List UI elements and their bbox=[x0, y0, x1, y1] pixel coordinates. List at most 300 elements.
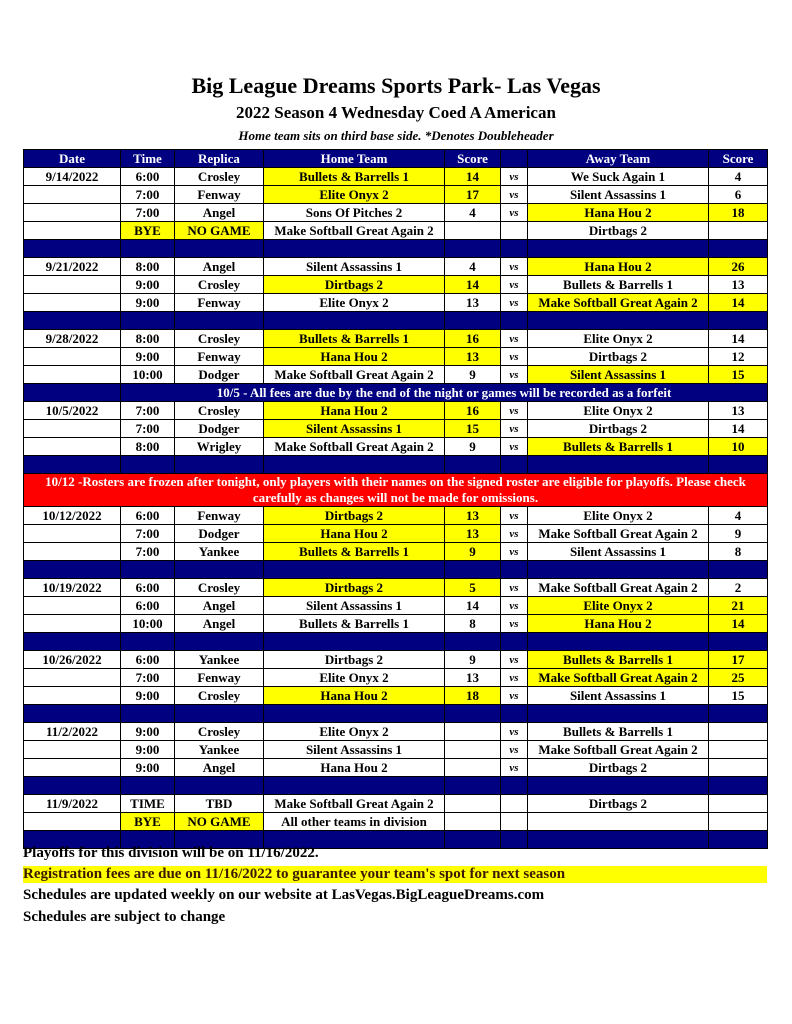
time-cell: 6:00 bbox=[121, 651, 175, 669]
replica-cell: Yankee bbox=[175, 543, 264, 561]
separator-cell bbox=[175, 633, 264, 651]
separator-cell bbox=[501, 777, 528, 795]
vs-cell: vs bbox=[501, 330, 528, 348]
away-score-cell: 15 bbox=[709, 366, 768, 384]
replica-cell: Dodger bbox=[175, 420, 264, 438]
separator-cell bbox=[24, 240, 121, 258]
away-team-cell: We Suck Again 1 bbox=[528, 168, 709, 186]
date-cell: 10/5/2022 bbox=[24, 402, 121, 420]
separator-cell bbox=[445, 561, 501, 579]
date-cell: 9/28/2022 bbox=[24, 330, 121, 348]
separator-row bbox=[24, 705, 768, 723]
home-team-cell: Silent Assassins 1 bbox=[264, 258, 445, 276]
separator-cell bbox=[445, 777, 501, 795]
time-cell: 7:00 bbox=[121, 525, 175, 543]
playoffs-note: Playoffs for this division will be on 11/16/2022. bbox=[23, 845, 319, 861]
schedule-table bbox=[23, 149, 768, 849]
home-score-cell: 9 bbox=[445, 651, 501, 669]
away-team-cell: Hana Hou 2 bbox=[528, 204, 709, 222]
date-cell bbox=[24, 813, 121, 831]
change-note: Schedules are subject to change bbox=[23, 909, 226, 925]
time-cell: 6:00 bbox=[121, 579, 175, 597]
home-score-cell: 9 bbox=[445, 543, 501, 561]
game-row bbox=[24, 330, 768, 348]
home-score-cell: 5 bbox=[445, 579, 501, 597]
replica-cell: Dodger bbox=[175, 525, 264, 543]
header-home-score: Score bbox=[445, 150, 501, 168]
separator-cell bbox=[264, 777, 445, 795]
date-cell: 9/21/2022 bbox=[24, 258, 121, 276]
game-row bbox=[24, 348, 768, 366]
vs-cell: vs bbox=[501, 543, 528, 561]
vs-cell: vs bbox=[501, 348, 528, 366]
separator-cell bbox=[175, 777, 264, 795]
away-team-cell: Make Softball Great Again 2 bbox=[528, 669, 709, 687]
game-row bbox=[24, 813, 768, 831]
replica-cell: Crosley bbox=[175, 402, 264, 420]
time-cell: 7:00 bbox=[121, 420, 175, 438]
away-team-cell: Elite Onyx 2 bbox=[528, 402, 709, 420]
vs-cell: vs bbox=[501, 204, 528, 222]
away-team-cell: Dirtbags 2 bbox=[528, 222, 709, 240]
replica-cell: Angel bbox=[175, 597, 264, 615]
away-team-cell: Elite Onyx 2 bbox=[528, 597, 709, 615]
game-row bbox=[24, 795, 768, 813]
home-score-cell bbox=[445, 795, 501, 813]
home-team-cell: Hana Hou 2 bbox=[264, 348, 445, 366]
away-team-cell: Silent Assassins 1 bbox=[528, 687, 709, 705]
away-team-cell: Elite Onyx 2 bbox=[528, 330, 709, 348]
game-row bbox=[24, 204, 768, 222]
time-cell: 9:00 bbox=[121, 294, 175, 312]
replica-cell: Dodger bbox=[175, 366, 264, 384]
away-score-cell bbox=[709, 741, 768, 759]
time-cell: BYE bbox=[121, 813, 175, 831]
game-row bbox=[24, 420, 768, 438]
separator-cell bbox=[264, 312, 445, 330]
separator-cell bbox=[264, 633, 445, 651]
time-cell: 9:00 bbox=[121, 741, 175, 759]
time-cell: 6:00 bbox=[121, 168, 175, 186]
home-score-cell: 13 bbox=[445, 348, 501, 366]
time-cell: 9:00 bbox=[121, 687, 175, 705]
time-cell: 6:00 bbox=[121, 507, 175, 525]
home-team-cell: Elite Onyx 2 bbox=[264, 186, 445, 204]
date-cell bbox=[24, 615, 121, 633]
separator-cell bbox=[24, 561, 121, 579]
game-row bbox=[24, 759, 768, 777]
vs-cell: vs bbox=[501, 294, 528, 312]
header-replica: Replica bbox=[175, 150, 264, 168]
replica-cell: Crosley bbox=[175, 276, 264, 294]
home-team-cell: Bullets & Barrells 1 bbox=[264, 168, 445, 186]
home-team-cell: Hana Hou 2 bbox=[264, 687, 445, 705]
separator-cell bbox=[528, 831, 709, 849]
time-cell: 7:00 bbox=[121, 186, 175, 204]
separator-cell bbox=[175, 705, 264, 723]
away-team-cell: Bullets & Barrells 1 bbox=[528, 723, 709, 741]
separator-cell bbox=[501, 705, 528, 723]
home-team-cell: Elite Onyx 2 bbox=[264, 294, 445, 312]
registration-note: Registration fees are due on 11/16/2022 to guarantee your team's spot for next season bbox=[23, 866, 767, 883]
schedule-note: Home team sits on third base side. *Denotes Doubleheader bbox=[238, 128, 554, 143]
replica-cell: Yankee bbox=[175, 651, 264, 669]
home-score-cell bbox=[445, 813, 501, 831]
home-score-cell bbox=[445, 222, 501, 240]
game-row bbox=[24, 366, 768, 384]
header-vs bbox=[501, 150, 528, 168]
time-cell: 10:00 bbox=[121, 615, 175, 633]
game-row bbox=[24, 597, 768, 615]
time-cell: BYE bbox=[121, 222, 175, 240]
game-row bbox=[24, 615, 768, 633]
home-score-cell: 14 bbox=[445, 597, 501, 615]
away-score-cell: 26 bbox=[709, 258, 768, 276]
header-away-score: Score bbox=[709, 150, 768, 168]
separator-cell bbox=[264, 240, 445, 258]
away-score-cell: 14 bbox=[709, 420, 768, 438]
separator-cell bbox=[528, 312, 709, 330]
date-cell: 11/9/2022 bbox=[24, 795, 121, 813]
vs-cell: vs bbox=[501, 438, 528, 456]
separator-cell bbox=[501, 456, 528, 474]
separator-cell bbox=[528, 777, 709, 795]
away-team-cell: Silent Assassins 1 bbox=[528, 543, 709, 561]
notice-row bbox=[24, 384, 768, 402]
page-subtitle: 2022 Season 4 Wednesday Coed A American bbox=[236, 103, 556, 122]
replica-cell: Crosley bbox=[175, 687, 264, 705]
home-team-cell: Silent Assassins 1 bbox=[264, 741, 445, 759]
date-cell bbox=[24, 741, 121, 759]
home-score-cell bbox=[445, 723, 501, 741]
separator-cell bbox=[445, 705, 501, 723]
separator-cell bbox=[528, 240, 709, 258]
separator-row bbox=[24, 456, 768, 474]
game-row bbox=[24, 723, 768, 741]
separator-cell bbox=[501, 240, 528, 258]
home-team-cell: Bullets & Barrells 1 bbox=[264, 615, 445, 633]
away-score-cell: 13 bbox=[709, 276, 768, 294]
away-score-cell: 9 bbox=[709, 525, 768, 543]
game-row bbox=[24, 294, 768, 312]
time-cell: 9:00 bbox=[121, 348, 175, 366]
home-team-cell: Bullets & Barrells 1 bbox=[264, 330, 445, 348]
date-cell bbox=[24, 687, 121, 705]
away-team-cell: Silent Assassins 1 bbox=[528, 186, 709, 204]
time-cell: 10:00 bbox=[121, 366, 175, 384]
away-score-cell bbox=[709, 222, 768, 240]
vs-cell: vs bbox=[501, 687, 528, 705]
date-cell bbox=[24, 597, 121, 615]
separator-cell bbox=[264, 456, 445, 474]
vs-cell: vs bbox=[501, 651, 528, 669]
home-score-cell: 14 bbox=[445, 276, 501, 294]
separator-cell bbox=[501, 633, 528, 651]
separator-cell bbox=[709, 456, 768, 474]
home-team-cell: Dirtbags 2 bbox=[264, 579, 445, 597]
separator-cell bbox=[24, 456, 121, 474]
separator-cell bbox=[24, 705, 121, 723]
away-score-cell: 14 bbox=[709, 294, 768, 312]
time-cell: 7:00 bbox=[121, 402, 175, 420]
vs-cell: vs bbox=[501, 507, 528, 525]
time-cell: 7:00 bbox=[121, 543, 175, 561]
notice-text: 10/12 -Rosters are frozen after tonight, only players with their names on the signed roster are eligible for playoffs. Please check carefully as changes will not be made for omissions. bbox=[24, 474, 768, 507]
home-score-cell: 9 bbox=[445, 366, 501, 384]
vs-cell: vs bbox=[501, 168, 528, 186]
date-cell bbox=[24, 186, 121, 204]
header-home-team: Home Team bbox=[264, 150, 445, 168]
game-row bbox=[24, 669, 768, 687]
vs-cell: vs bbox=[501, 669, 528, 687]
separator-cell bbox=[528, 561, 709, 579]
date-cell bbox=[24, 669, 121, 687]
away-team-cell: Dirtbags 2 bbox=[528, 795, 709, 813]
separator-cell bbox=[709, 777, 768, 795]
away-score-cell: 6 bbox=[709, 186, 768, 204]
time-cell: 9:00 bbox=[121, 276, 175, 294]
away-score-cell: 4 bbox=[709, 168, 768, 186]
time-cell: 8:00 bbox=[121, 330, 175, 348]
away-score-cell: 14 bbox=[709, 615, 768, 633]
home-team-cell: Dirtbags 2 bbox=[264, 651, 445, 669]
vs-cell: vs bbox=[501, 579, 528, 597]
vs-cell: vs bbox=[501, 759, 528, 777]
game-row bbox=[24, 402, 768, 420]
date-cell bbox=[24, 759, 121, 777]
separator-cell bbox=[24, 312, 121, 330]
website-note: Schedules are updated weekly on our website at LasVegas.BigLeagueDreams.com bbox=[23, 887, 545, 903]
home-score-cell: 18 bbox=[445, 687, 501, 705]
away-team-cell: Make Softball Great Again 2 bbox=[528, 579, 709, 597]
game-row bbox=[24, 525, 768, 543]
separator-cell bbox=[709, 705, 768, 723]
replica-cell: Angel bbox=[175, 258, 264, 276]
date-cell bbox=[24, 276, 121, 294]
replica-cell: Angel bbox=[175, 204, 264, 222]
away-score-cell: 25 bbox=[709, 669, 768, 687]
page-title: Big League Dreams Sports Park- Las Vegas bbox=[191, 73, 601, 98]
separator-cell bbox=[24, 633, 121, 651]
game-row bbox=[24, 438, 768, 456]
date-cell: 9/14/2022 bbox=[24, 168, 121, 186]
game-row bbox=[24, 168, 768, 186]
separator-cell bbox=[175, 456, 264, 474]
separator-cell bbox=[528, 633, 709, 651]
home-team-cell: Make Softball Great Again 2 bbox=[264, 795, 445, 813]
date-cell: 11/2/2022 bbox=[24, 723, 121, 741]
home-team-cell: Dirtbags 2 bbox=[264, 507, 445, 525]
replica-cell: Fenway bbox=[175, 507, 264, 525]
replica-cell: NO GAME bbox=[175, 222, 264, 240]
away-score-cell bbox=[709, 759, 768, 777]
game-row bbox=[24, 651, 768, 669]
away-score-cell: 4 bbox=[709, 507, 768, 525]
replica-cell: Wrigley bbox=[175, 438, 264, 456]
separator-cell bbox=[264, 705, 445, 723]
away-score-cell bbox=[709, 723, 768, 741]
home-score-cell: 16 bbox=[445, 330, 501, 348]
home-score-cell: 15 bbox=[445, 420, 501, 438]
home-score-cell: 13 bbox=[445, 669, 501, 687]
date-cell bbox=[24, 294, 121, 312]
vs-cell: vs bbox=[501, 615, 528, 633]
away-team-cell: Make Softball Great Again 2 bbox=[528, 294, 709, 312]
separator-cell bbox=[121, 561, 175, 579]
away-score-cell: 10 bbox=[709, 438, 768, 456]
date-cell bbox=[24, 204, 121, 222]
vs-cell bbox=[501, 222, 528, 240]
away-score-cell bbox=[709, 795, 768, 813]
separator-cell bbox=[175, 240, 264, 258]
date-cell bbox=[24, 348, 121, 366]
away-score-cell: 12 bbox=[709, 348, 768, 366]
game-row bbox=[24, 543, 768, 561]
home-team-cell: Make Softball Great Again 2 bbox=[264, 366, 445, 384]
home-score-cell: 4 bbox=[445, 258, 501, 276]
away-score-cell: 21 bbox=[709, 597, 768, 615]
date-cell bbox=[24, 438, 121, 456]
replica-cell: Angel bbox=[175, 615, 264, 633]
separator-cell bbox=[709, 561, 768, 579]
home-score-cell: 17 bbox=[445, 186, 501, 204]
home-team-cell: Hana Hou 2 bbox=[264, 759, 445, 777]
game-row bbox=[24, 687, 768, 705]
separator-cell bbox=[709, 831, 768, 849]
home-score-cell bbox=[445, 741, 501, 759]
home-team-cell: Elite Onyx 2 bbox=[264, 669, 445, 687]
notice-blank bbox=[24, 384, 121, 402]
home-score-cell: 14 bbox=[445, 168, 501, 186]
date-cell: 10/19/2022 bbox=[24, 579, 121, 597]
replica-cell: Crosley bbox=[175, 579, 264, 597]
separator-cell bbox=[709, 633, 768, 651]
time-cell: TIME bbox=[121, 795, 175, 813]
away-team-cell: Hana Hou 2 bbox=[528, 615, 709, 633]
time-cell: 9:00 bbox=[121, 723, 175, 741]
away-team-cell: Bullets & Barrells 1 bbox=[528, 276, 709, 294]
home-team-cell: Hana Hou 2 bbox=[264, 402, 445, 420]
game-row bbox=[24, 186, 768, 204]
separator-cell bbox=[121, 633, 175, 651]
time-cell: 7:00 bbox=[121, 669, 175, 687]
separator-row bbox=[24, 633, 768, 651]
date-cell bbox=[24, 543, 121, 561]
home-team-cell: Make Softball Great Again 2 bbox=[264, 222, 445, 240]
vs-cell: vs bbox=[501, 258, 528, 276]
replica-cell: Fenway bbox=[175, 294, 264, 312]
game-row bbox=[24, 507, 768, 525]
separator-row bbox=[24, 561, 768, 579]
separator-cell bbox=[175, 561, 264, 579]
away-score-cell: 17 bbox=[709, 651, 768, 669]
time-cell: 9:00 bbox=[121, 759, 175, 777]
away-team-cell: Bullets & Barrells 1 bbox=[528, 438, 709, 456]
away-score-cell: 2 bbox=[709, 579, 768, 597]
away-team-cell: Dirtbags 2 bbox=[528, 759, 709, 777]
away-score-cell bbox=[709, 813, 768, 831]
game-row bbox=[24, 741, 768, 759]
home-team-cell: Make Softball Great Again 2 bbox=[264, 438, 445, 456]
roster-notice-row bbox=[24, 474, 768, 507]
separator-cell bbox=[445, 240, 501, 258]
away-team-cell: Dirtbags 2 bbox=[528, 420, 709, 438]
away-score-cell: 14 bbox=[709, 330, 768, 348]
home-score-cell: 8 bbox=[445, 615, 501, 633]
vs-cell: vs bbox=[501, 366, 528, 384]
replica-cell: Crosley bbox=[175, 723, 264, 741]
separator-cell bbox=[121, 705, 175, 723]
separator-cell bbox=[501, 561, 528, 579]
separator-cell bbox=[121, 240, 175, 258]
home-score-cell: 16 bbox=[445, 402, 501, 420]
home-team-cell: Hana Hou 2 bbox=[264, 525, 445, 543]
separator-row bbox=[24, 312, 768, 330]
away-team-cell: Elite Onyx 2 bbox=[528, 507, 709, 525]
replica-cell: Crosley bbox=[175, 168, 264, 186]
vs-cell: vs bbox=[501, 597, 528, 615]
separator-cell bbox=[445, 633, 501, 651]
home-team-cell: Silent Assassins 1 bbox=[264, 420, 445, 438]
separator-cell bbox=[121, 312, 175, 330]
vs-cell bbox=[501, 813, 528, 831]
date-cell: 10/26/2022 bbox=[24, 651, 121, 669]
time-cell: 8:00 bbox=[121, 438, 175, 456]
separator-row bbox=[24, 777, 768, 795]
separator-cell bbox=[264, 561, 445, 579]
separator-cell bbox=[528, 456, 709, 474]
away-team-cell: Make Softball Great Again 2 bbox=[528, 741, 709, 759]
time-cell: 8:00 bbox=[121, 258, 175, 276]
vs-cell: vs bbox=[501, 276, 528, 294]
header-time: Time bbox=[121, 150, 175, 168]
separator-cell bbox=[175, 312, 264, 330]
away-team-cell: Silent Assassins 1 bbox=[528, 366, 709, 384]
separator-cell bbox=[445, 456, 501, 474]
replica-cell: Angel bbox=[175, 759, 264, 777]
game-row bbox=[24, 222, 768, 240]
game-row bbox=[24, 258, 768, 276]
separator-cell bbox=[709, 312, 768, 330]
away-team-cell: Hana Hou 2 bbox=[528, 258, 709, 276]
vs-cell: vs bbox=[501, 186, 528, 204]
vs-cell: vs bbox=[501, 420, 528, 438]
vs-cell: vs bbox=[501, 402, 528, 420]
game-row bbox=[24, 276, 768, 294]
home-score-cell: 4 bbox=[445, 204, 501, 222]
away-score-cell: 15 bbox=[709, 687, 768, 705]
separator-cell bbox=[121, 456, 175, 474]
separator-cell bbox=[445, 312, 501, 330]
separator-row bbox=[24, 240, 768, 258]
home-team-cell: Silent Assassins 1 bbox=[264, 597, 445, 615]
home-score-cell: 13 bbox=[445, 525, 501, 543]
away-score-cell: 8 bbox=[709, 543, 768, 561]
header-date: Date bbox=[24, 150, 121, 168]
away-team-cell bbox=[528, 813, 709, 831]
game-row bbox=[24, 579, 768, 597]
away-team-cell: Bullets & Barrells 1 bbox=[528, 651, 709, 669]
date-cell: 10/12/2022 bbox=[24, 507, 121, 525]
vs-cell: vs bbox=[501, 525, 528, 543]
notice-text: 10/5 - All fees are due by the end of the night or games will be recorded as a forfeit bbox=[121, 384, 768, 402]
separator-cell bbox=[445, 831, 501, 849]
home-score-cell: 13 bbox=[445, 294, 501, 312]
away-team-cell: Make Softball Great Again 2 bbox=[528, 525, 709, 543]
home-score-cell bbox=[445, 759, 501, 777]
home-score-cell: 13 bbox=[445, 507, 501, 525]
separator-cell bbox=[709, 240, 768, 258]
